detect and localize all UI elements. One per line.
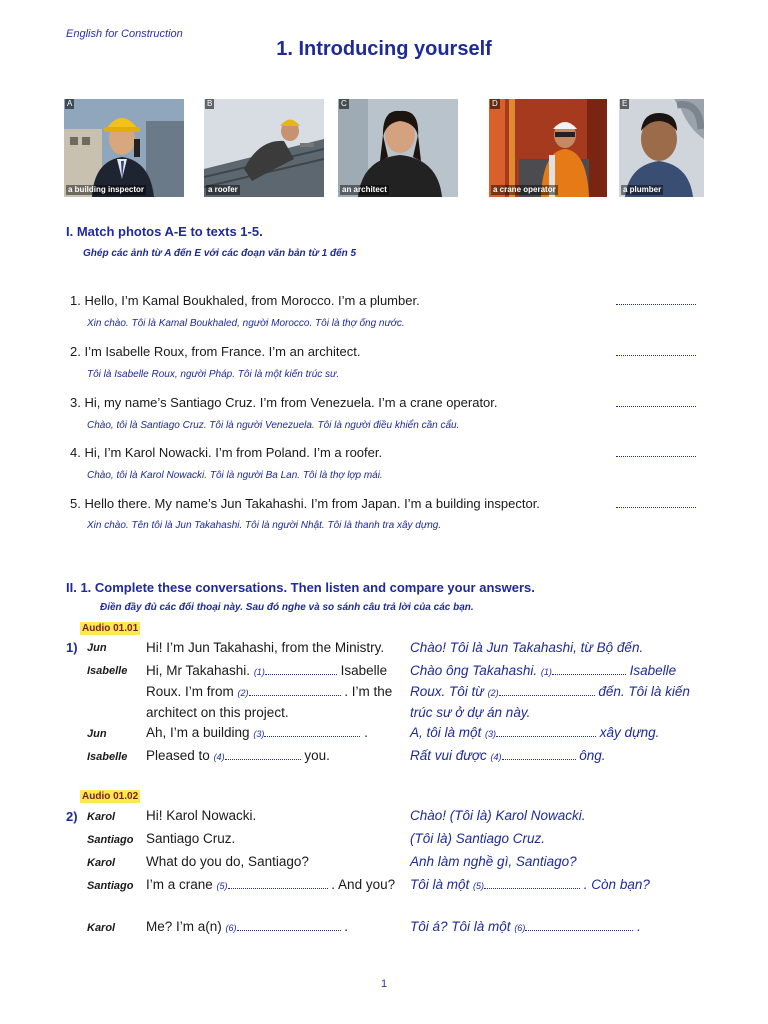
dialogue-text: Tôi là một [410,877,470,892]
section2-heading: II. 1. Complete these conversations. Then listen and compare your answers. [66,580,535,595]
section2-subheading: Điền đầy đủ các đối thoại này. Sau đó nghe và so sánh câu trả lời của các bạn. [100,602,474,613]
blank-number: (5) [473,881,485,891]
speaker: Jun [87,728,107,740]
dialogue-text: . Còn bạn? [580,877,650,892]
audio-label[interactable]: Audio 01.02 [82,791,139,802]
answer-blank[interactable] [616,345,696,356]
answer-blank[interactable] [249,685,341,696]
photo-letter: E [622,99,628,108]
speaker: Jun [87,642,107,654]
match-item-translation: Xin chào. Tên tôi là Jun Takahashi. Tôi là người Nhật. Tôi là thanh tra xây dựng. [87,520,442,531]
dialogue-translation: Anh làm nghề gì, Santiago? [410,854,577,869]
answer-blank[interactable] [496,726,596,737]
dialogue-text: xây dựng. [596,725,660,740]
dialogue-text: . [340,919,349,934]
dialogue-line [146,746,406,767]
speaker: Karol [87,811,116,823]
crane-operator-image [489,99,607,197]
photo-letter: B [207,99,213,108]
photo-letter: A [67,99,73,108]
answer-blank[interactable] [616,294,696,305]
photo-caption: a plumber [623,185,662,194]
section1-subheading: Ghép các ảnh từ A đến E với các đoạn văn bản từ 1 đến 5 [83,248,357,259]
dialogue-text: I’m a crane [146,877,213,892]
photo-caption: a roofer [208,185,238,194]
roofer-image [204,99,324,197]
answer-blank[interactable] [499,685,595,696]
answer-blank[interactable] [264,726,360,737]
dialogue-line: Hi! I’m Jun Takahashi, from the Ministry. [146,640,385,655]
answer-blank[interactable] [484,878,580,889]
dialogue-line [146,723,406,744]
dialogue-text: Rất vui được [410,748,487,763]
dialogue-line [146,661,402,723]
architect-image [338,99,458,197]
answer-blank[interactable] [525,920,633,931]
dialogue-translation [410,661,710,723]
blank-number: (5) [216,881,228,891]
photo-b [204,99,324,197]
dialogue-text: . [360,725,368,740]
dialogue-text: Ah, I’m a building [146,725,250,740]
conversation-number: 1) [66,640,78,655]
dialogue-translation [410,917,710,938]
match-item-translation: Chào, tôi là Karol Nowacki. Tôi là người Ba Lan. Tôi là thợ lợp mái. [87,470,383,481]
match-item: 5. Hello there. My name’s Jun Takahashi. I’m from Japan. I’m a building inspector. [70,496,540,511]
match-item-translation: Chào, tôi là Santiago Cruz. Tôi là người Venezuela. Tôi là người điều khiển cần cẩu. [87,420,460,431]
photo-letter: C [341,99,347,108]
answer-blank[interactable] [265,664,337,675]
course-title: English for Construction [66,28,183,40]
photo-letter: D [492,99,498,108]
answer-blank[interactable] [552,664,626,675]
dialogue-line [146,875,402,896]
blank-number: (1) [253,667,265,677]
blank-number: (4) [213,752,225,762]
blank-number: (1) [540,667,552,677]
speaker: Santiago [87,834,134,846]
dialogue-translation: Chào! Tôi là Jun Takahashi, từ Bộ đến. [410,640,644,655]
dialogue-line: What do you do, Santiago? [146,854,309,869]
answer-blank[interactable] [228,878,328,889]
dialogue-text: Pleased to [146,748,210,763]
blank-number: (3) [253,729,265,739]
dialogue-text: Hi, Mr Takahashi. [146,663,251,678]
photo-c [338,99,458,197]
photo-caption: a building inspector [68,185,145,194]
dialogue-line [146,917,406,938]
speaker: Isabelle [87,751,128,763]
answer-blank[interactable] [502,749,576,760]
page-number: 1 [380,978,388,990]
dialogue-translation [410,723,710,744]
photo-d [489,99,607,197]
match-item: 3. Hi, my name’s Santiago Cruz. I’m from Venezuela. I’m a crane operator. [70,395,498,410]
match-item-translation: Xin chào. Tôi là Kamal Boukhaled, người Morocco. Tôi là thợ ống nước. [87,318,405,329]
dialogue-text: Isabelle Roux. I’m from [146,663,388,699]
blank-number: (3) [485,729,497,739]
dialogue-text: Me? I’m a(n) [146,919,222,934]
dialogue-text: Chào ông Takahashi. [410,663,538,678]
blank-number: (6) [225,923,237,933]
dialogue-text: đến. Tôi là kiến trúc sư ở dự án này. [410,684,690,720]
match-item-translation: Tôi là Isabelle Roux, người Pháp. Tôi là một kiến trúc sư. [87,369,340,380]
match-item: 2. I’m Isabelle Roux, from France. I’m an architect. [70,344,361,359]
dialogue-translation [410,746,710,767]
match-item: 4. Hi, I’m Karol Nowacki. I’m from Poland. I’m a roofer. [70,445,383,460]
dialogue-translation: (Tôi là) Santiago Cruz. [410,831,546,846]
building-inspector-image [64,99,184,197]
answer-blank[interactable] [237,920,341,931]
photo-strip [64,99,704,197]
answer-blank[interactable] [616,396,696,407]
photo-e [619,99,704,197]
page-title: 1. Introducing yourself [276,38,492,60]
dialogue-text: Tôi á? Tôi là một [410,919,511,934]
audio-label[interactable]: Audio 01.01 [82,623,139,634]
speaker: Karol [87,922,116,934]
dialogue-line: Hi! Karol Nowacki. [146,808,257,823]
dialogue-text: . And you? [327,877,396,892]
dialogue-line: Santiago Cruz. [146,831,236,846]
speaker: Santiago [87,880,134,892]
blank-number: (2) [237,688,249,698]
dialogue-translation: Chào! (Tôi là) Karol Nowacki. [410,808,586,823]
section1-heading: I. Match photos A-E to texts 1-5. [66,224,263,239]
conversation-number: 2) [66,809,78,824]
dialogue-text: Isabelle Roux. Tôi từ [410,663,677,699]
answer-blank[interactable] [616,446,696,457]
speaker: Karol [87,857,116,869]
answer-blank[interactable] [616,497,696,508]
answer-blank[interactable] [225,749,301,760]
dialogue-text: you. [300,748,330,763]
blank-number: (2) [487,688,499,698]
blank-number: (6) [514,923,526,933]
photo-caption: an architect [342,185,387,194]
dialogue-text: . [633,919,641,934]
dialogue-text: . I’m the architect on this project. [146,684,393,720]
dialogue-text: ông. [575,748,606,763]
dialogue-text: A, tôi là một [410,725,482,740]
blank-number: (4) [490,752,502,762]
photo-a [64,99,184,197]
plumber-image [619,99,704,197]
photo-caption: a crane operator [493,185,556,194]
match-item: 1. Hello, I’m Kamal Boukhaled, from Morocco. I’m a plumber. [70,293,420,308]
speaker: Isabelle [87,665,128,677]
dialogue-translation [410,875,710,896]
